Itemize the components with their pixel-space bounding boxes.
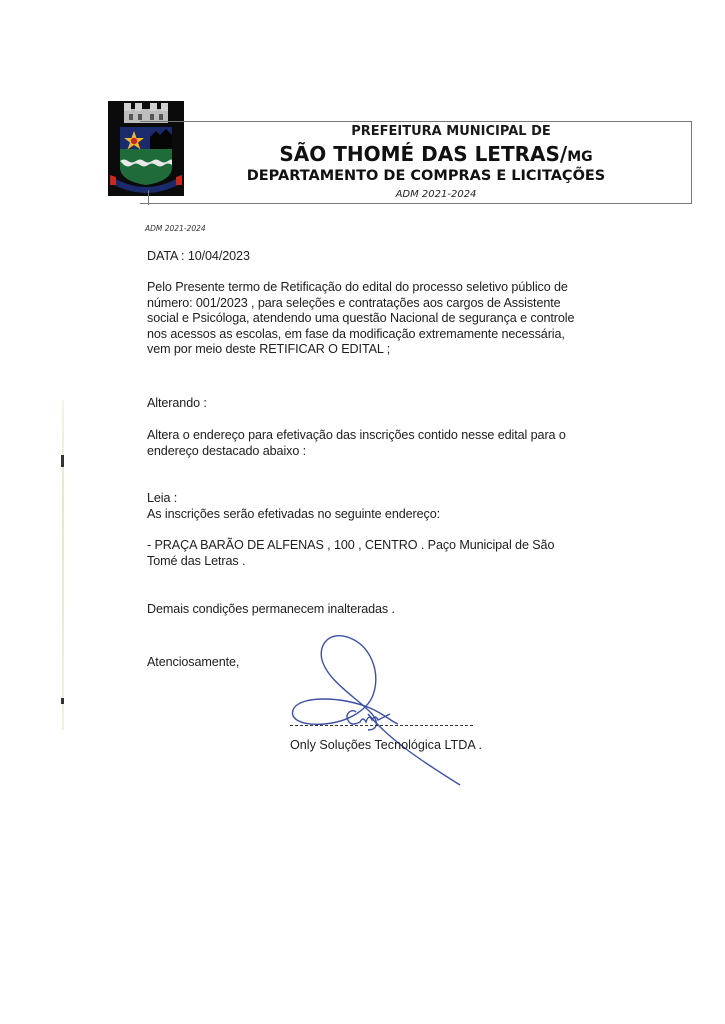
city-name: SÃO THOMÉ DAS LETRAS/ [279, 142, 568, 166]
intro-line: nos acessos as escolas, em fase da modificação extremamente necessária, [147, 326, 565, 341]
scan-mark [61, 455, 64, 467]
intro-paragraph [147, 280, 587, 358]
intro-line: Pelo Presente termo de Retificação do edital do processo seletivo público de [147, 280, 568, 294]
letterhead-prefeitura: PREFEITURA MUNICIPAL DE [351, 124, 551, 139]
closing-text: Atenciosamente, [147, 655, 240, 669]
altering-label: Alterando : [147, 396, 207, 410]
altering-line: endereço destacado abaixo : [147, 443, 307, 458]
sub-header-administration: ADM 2021-2024 [145, 224, 206, 233]
conditions-text: Demais condições permanecem inalteradas . [147, 602, 395, 616]
signature-line [290, 725, 473, 726]
altering-line: Altera o endereço para efetivação das inscrições contido nesse edital para o [147, 428, 566, 442]
scan-mark [61, 698, 64, 704]
intro-line: social e Psicóloga, atendendo uma questão Nacional de segurança e controle [147, 311, 575, 325]
altering-paragraph [147, 428, 587, 459]
read-label: Leia : [147, 491, 178, 505]
handwritten-signature [280, 630, 483, 790]
address-line: - PRAÇA BARÃO DE ALFENAS , 100 , CENTRO . Paço Municipal de São [147, 538, 555, 552]
page-scan-edge [62, 400, 64, 730]
address-line: Tomé das Letras . [147, 553, 246, 568]
letterhead-administration: ADM 2021-2024 [395, 189, 477, 200]
address-paragraph [147, 538, 587, 569]
letterhead-city [140, 142, 692, 166]
intro-line: vem por meio deste RETIFICAR O EDITAL ; [147, 342, 391, 356]
letterhead-department: DEPARTAMENTO DE COMPRAS E LICITAÇÕES [246, 168, 606, 184]
document-date: DATA : 10/04/2023 [147, 249, 250, 263]
read-text: As inscrições serão efetivadas no seguinte endereço: [147, 507, 441, 521]
intro-line: número: 001/2023 , para seleções e contratações aos cargos de Assistente [147, 295, 561, 310]
state-abbr: MG [567, 149, 593, 165]
signatory-company: Only Soluções Tecnológica LTDA . [290, 738, 483, 752]
